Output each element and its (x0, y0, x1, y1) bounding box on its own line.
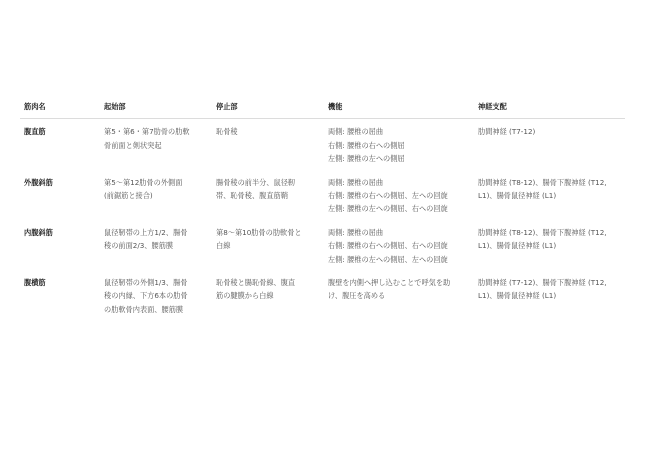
insertion-cell (212, 220, 324, 270)
muscle-name-cell: 内腹斜筋 (24, 227, 53, 237)
muscle-table-container (20, 96, 625, 324)
header-origin: 起始部 (100, 96, 212, 119)
cell-text: 鼠径靭帯の上方1/2、腸骨 (104, 227, 188, 237)
function-cell (324, 170, 474, 220)
cell-text: 両側: 腰椎の屈曲 (328, 227, 384, 237)
cell-text: 肋間神経 (T7-12) (478, 127, 536, 137)
cell-text: 右側: 腰椎の右への側屈 (328, 140, 405, 150)
cell-text: 恥骨稜と腸恥骨線、腹直 (216, 278, 296, 288)
abdominal-muscle-table (20, 96, 625, 324)
muscle-name-cell: 腹直筋 (24, 127, 46, 137)
origin-cell (100, 270, 212, 324)
cell-text: 左側: 腰椎の左への側屈、右への回旋 (328, 204, 448, 214)
cell-text: の肋軟骨内表面、腰筋膜 (104, 304, 184, 314)
cell-text: 第8～第10肋骨の肋軟骨と (216, 227, 302, 237)
cell-text: L1)、腸骨鼠径神経 (L1) (478, 291, 557, 301)
cell-text: 左側: 腰椎の左への側屈、左への回旋 (328, 254, 448, 264)
cell-text: 恥骨稜 (216, 127, 238, 137)
innervation-cell (474, 170, 625, 220)
cell-text: 肋間神経 (T8-12)、腸骨下腹神経 (T12, (478, 177, 607, 187)
header-muscle-name: 筋肉名 (20, 96, 100, 119)
cell-text: 腸骨稜の前半分、鼠径靭 (216, 177, 296, 187)
innervation-cell (474, 220, 625, 270)
cell-text: 右側: 腰椎の右への側屈、左への回旋 (328, 191, 448, 201)
cell-text: 骨前面と剣状突起 (104, 140, 162, 150)
muscle-name-cell: 腹横筋 (24, 278, 46, 288)
insertion-cell (212, 119, 324, 170)
origin-cell (100, 119, 212, 170)
insertion-cell (212, 170, 324, 220)
cell-text: 肋間神経 (T7-12)、腸骨下腹神経 (T12, (478, 278, 607, 288)
header-innervation: 神経支配 (474, 96, 625, 119)
function-cell (324, 220, 474, 270)
table-row (20, 270, 625, 324)
cell-text: 白線 (216, 241, 231, 251)
cell-text: 右側: 腰椎の右への側屈、右への回旋 (328, 241, 448, 251)
table-row (20, 170, 625, 220)
function-cell (324, 119, 474, 170)
function-cell (324, 270, 474, 324)
table-row (20, 119, 625, 170)
cell-text: 稜の前面2/3、腰筋膜 (104, 241, 174, 251)
muscle-name-cell: 外腹斜筋 (24, 177, 53, 187)
cell-text: (前鋸筋と接合) (104, 191, 153, 201)
origin-cell (100, 170, 212, 220)
header-function: 機能 (324, 96, 474, 119)
cell-text: 筋の腱膜から白線 (216, 291, 274, 301)
cell-text: L1)、腸骨鼠径神経 (L1) (478, 191, 557, 201)
table-header-row (20, 96, 625, 119)
cell-text: 第5・第6・第7肋骨の肋軟 (104, 127, 190, 137)
cell-text: 第5～第12肋骨の外側面 (104, 177, 183, 187)
cell-text: 鼠径靭帯の外側1/3、腸骨 (104, 278, 188, 288)
cell-text: L1)、腸骨鼠径神経 (L1) (478, 241, 557, 251)
header-insertion: 停止部 (212, 96, 324, 119)
innervation-cell (474, 119, 625, 170)
cell-text: 帯、恥骨稜、腹直筋鞘 (216, 191, 288, 201)
cell-text: 左側: 腰椎の左への側屈 (328, 154, 405, 164)
table-row (20, 220, 625, 270)
cell-text: 腹壁を内側へ押し込むことで呼気を助 (328, 278, 451, 288)
cell-text: 両側: 腰椎の屈曲 (328, 177, 384, 187)
innervation-cell (474, 270, 625, 324)
cell-text: け、腹圧を高める (328, 291, 386, 301)
origin-cell (100, 220, 212, 270)
cell-text: 稜の内縁、下方6本の肋骨 (104, 291, 188, 301)
cell-text: 両側: 腰椎の屈曲 (328, 127, 384, 137)
cell-text: 肋間神経 (T8-12)、腸骨下腹神経 (T12, (478, 227, 607, 237)
insertion-cell (212, 270, 324, 324)
